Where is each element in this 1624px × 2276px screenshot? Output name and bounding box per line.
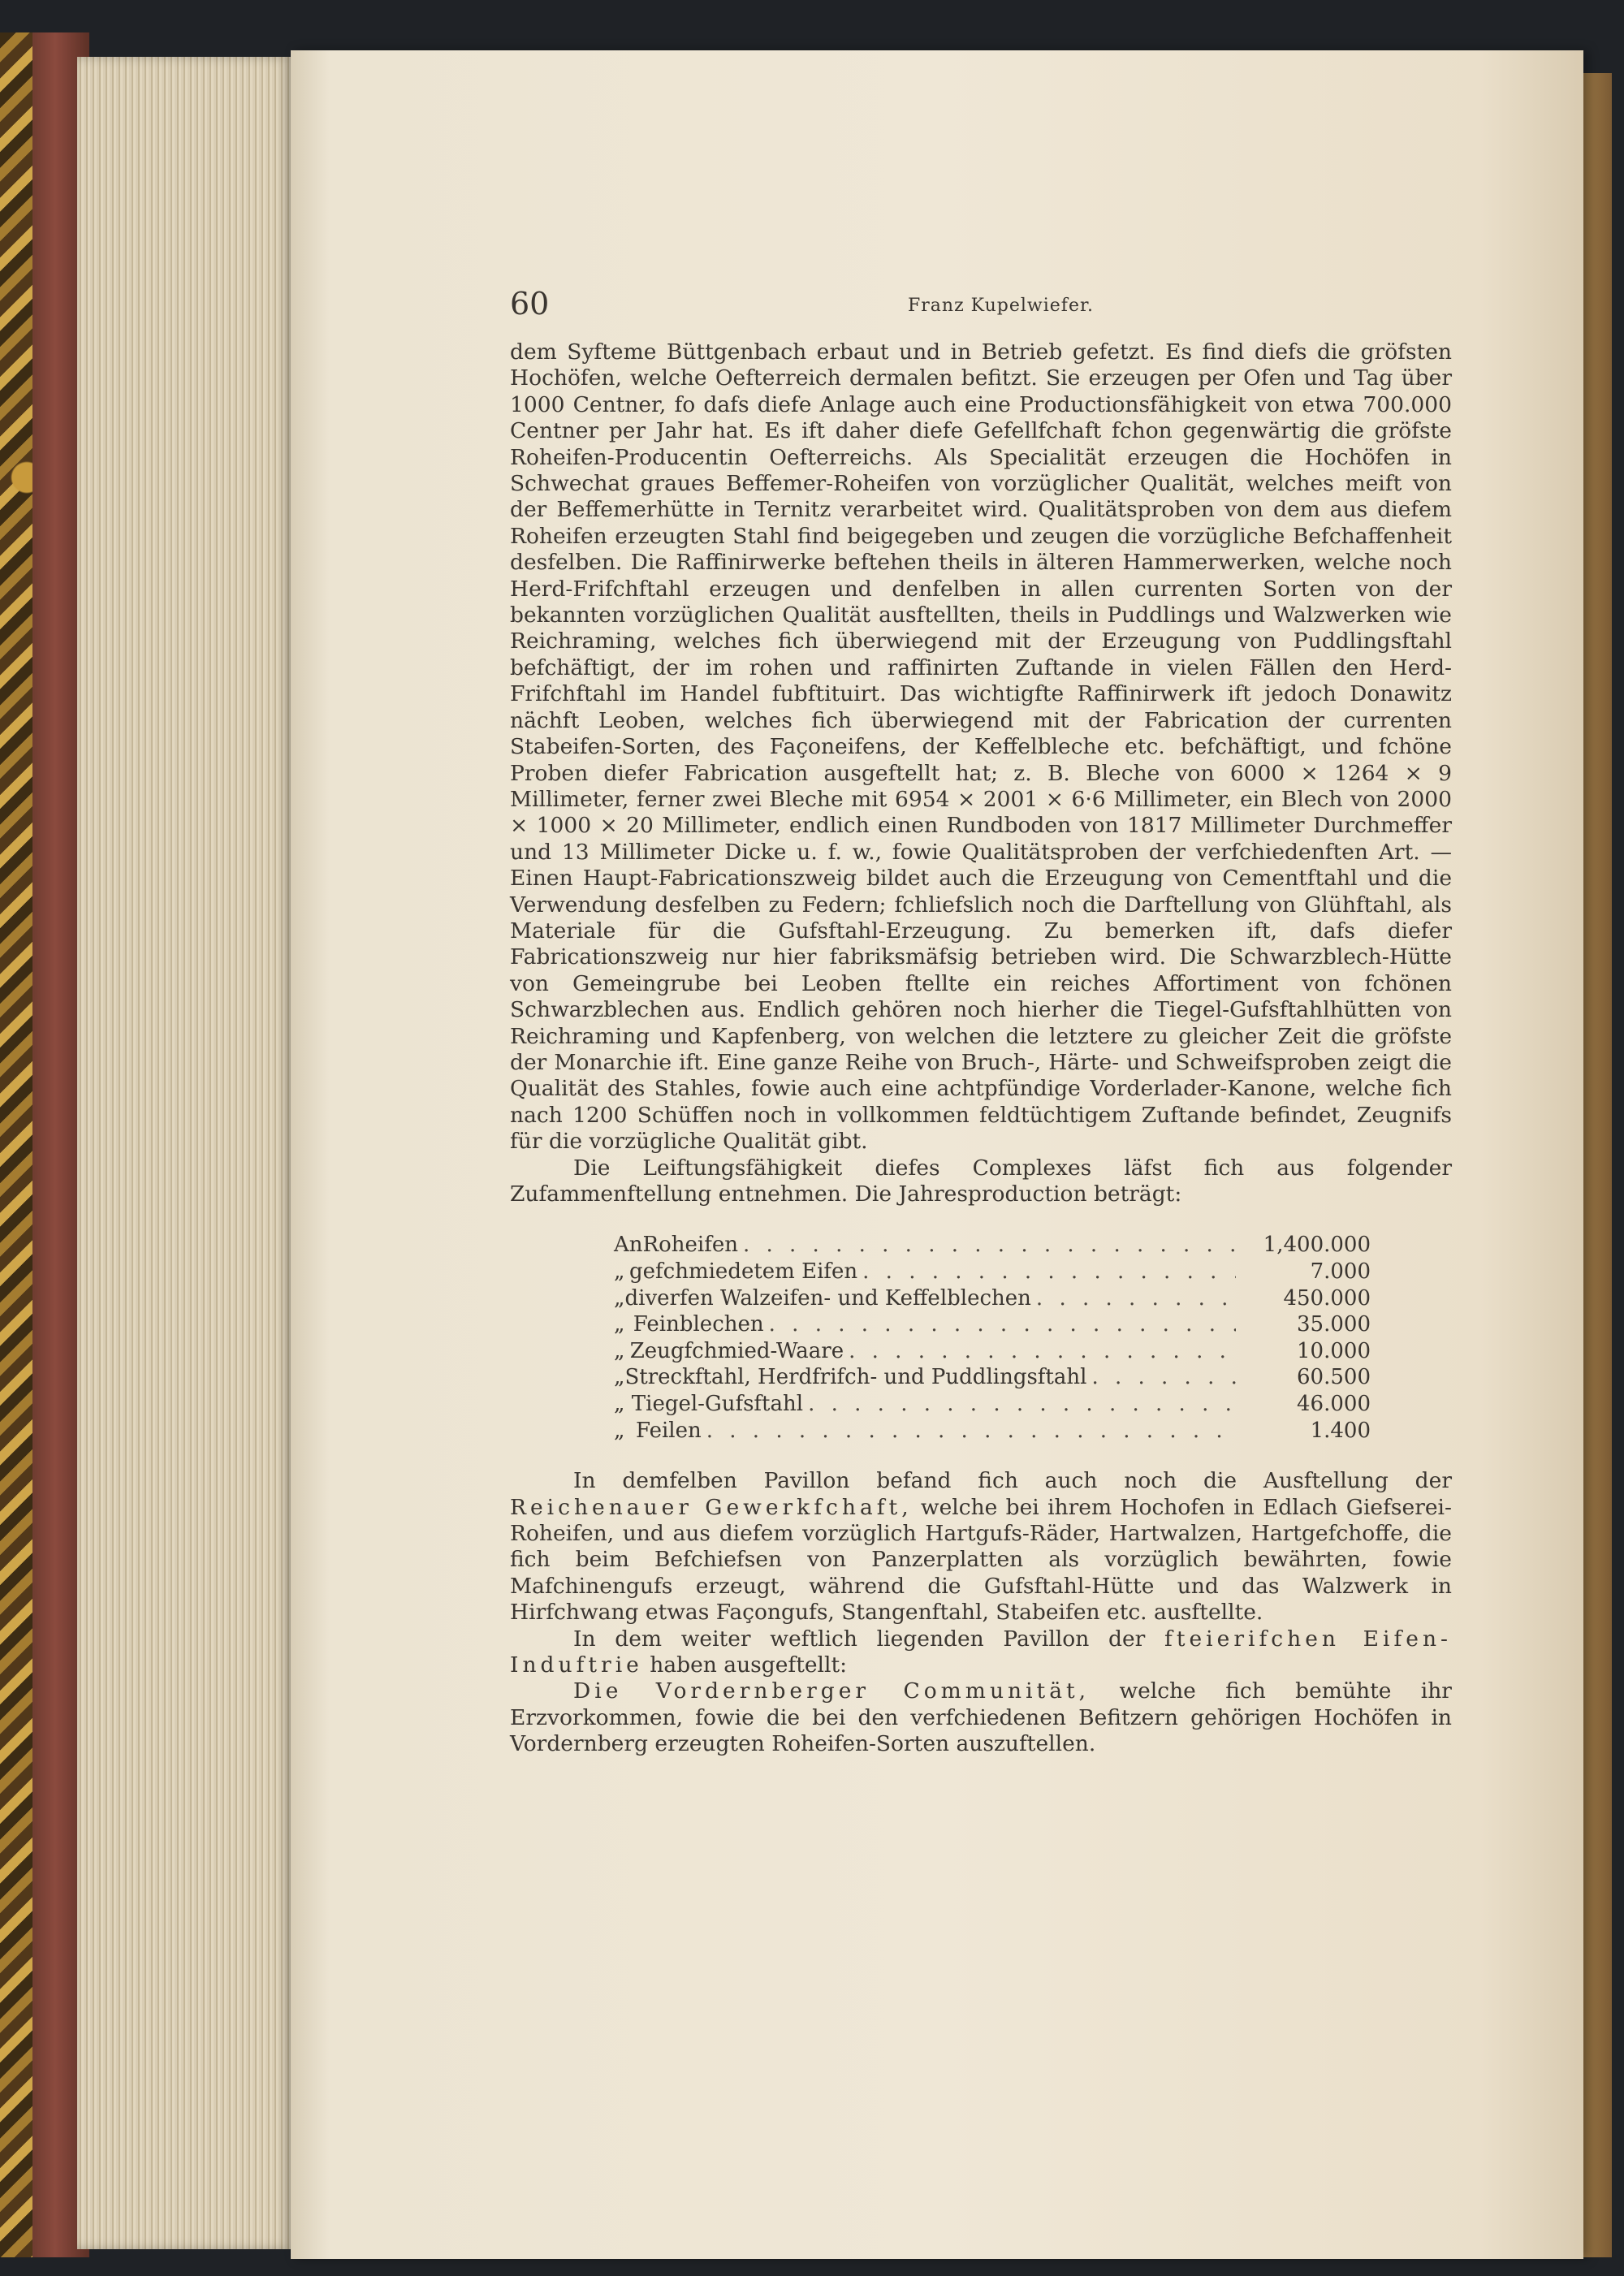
row-value: 46.000 (1297, 1391, 1371, 1416)
table-row (614, 1418, 1371, 1445)
row-label: gefchmiedetem Eifen (629, 1259, 858, 1284)
row-prefix: „ (614, 1418, 625, 1443)
leader-dots (706, 1418, 1236, 1445)
steierische-eisen-industrie: fteierifchen Eifen-Induftrie (510, 1626, 1452, 1678)
row-label: Tiegel-Gufsftahl (631, 1391, 804, 1416)
leader-dots (743, 1232, 1236, 1259)
row-value: 7.000 (1310, 1259, 1371, 1284)
leader-dots (808, 1391, 1236, 1418)
row-prefix: „ (614, 1259, 625, 1284)
table-row (614, 1338, 1371, 1365)
row-prefix: „ (614, 1365, 625, 1390)
row-label: diverfen Walzeifen- und Keffelblechen (624, 1285, 1031, 1311)
paragraph-3-rest: welche bei ihrem Hochofen in Edlach Giefserei-Roheifen, und aus diefem vorzüglich Hartgufs-Räder, Hartwalzen, Hartgefchoffe, die fich beim Befchiefsen von Panzerplatten als vorzüglich bewährten, fowie Mafchinengufs erzeugt, während die Gufsftahl-Hütte und das Walzwerk in Hirfchwang etwas Façongufs, Stangenftahl, Stabeifen etc. ausftellte. (510, 1494, 1452, 1626)
paragraph-1: dem Syfteme Büttgenbach erbaut und in Betrieb gefetzt. Es find diefs die gröfsten Hochöfen, welche Oefterreich dermalen befitzt. Sie erzeugen per Ofen und Tag über 1000 Centner, fo dafs diefe Anlage auch eine Productionsfähigkeit von etwa 700.000 Centner per Jahr hat. Es ift daher diefe Gefellfchaft fchon gegenwärtig die gröfste Roheifen-Producentin Oefterreichs. Als Specialität erzeugen die Hochöfen in Schwechat graues Beffemer-Roheifen von vorzüglicher Qualität, welches meift von der Beffemerhütte in Ternitz verarbeitet wird. Qualitätsproben von dem aus diefem Roheifen erzeugten Stahl find beigegeben und zeugen die vorzügliche Befchaffenheit desfelben. Die Raffinirwerke beftehen theils in älteren Hammerwerken, welche noch Herd-Frifchftahl erzeugen und denfelben in allen currenten Sorten von der bekannten vorzüglichen Qualität ausftellten, theils in Puddlings und Walzwerken wie Reichraming, welches fich überwiegend mit der Erzeugung von Puddlingsftahl befchäftigt, der im rohen und raffinirten Zuftande in vielen Fällen den Herd-Frifchftahl im Handel fubftituirt. Das wichtigfte Raffinirwerk ift jedoch Donawitz nächft Leoben, welches fich überwiegend mit der Fabrication der currenten Stabeifen-Sorten, des Façoneifens, der Keffelbleche etc. befchäftigt, und fchöne Proben diefer Fabrication ausgeftellt hat; z. B. Bleche von 6000 × 1264 × 9 Millimeter, ferner zwei Bleche mit 6954 × 2001 × 6·6 Millimeter, ein Blech von 2000 × 1000 × 20 Millimeter, endlich einen Rundboden von 1817 Millimeter Durchmeffer und 13 Millimeter Dicke u. f. w., fowie Qualitätsproben der verfchiedenften Art. — Einen Haupt-Fabricationszweig bildet auch die Erzeugung von Cementftahl und die Verwendung desfelben zu Federn; fchliefslich noch die Darftellung von Glühftahl, als Materiale für die Gufsftahl-Erzeugung. Zu bemerken ift, dafs diefer Fabricationszweig nur hier fabriksmäfsig betrieben wird. Die Schwarzblech-Hütte von Gemeingrube bei Leoben ftellte ein reiches Affortiment von fchönen Schwarzblechen aus. Endlich gehören noch hierher die Tiegel-Gufsftahlhütten von Reichraming und Kapfenberg, von welchen die letztere zu gleicher Zeit die gröfste der Monarchie ift. Eine ganze Reihe von Bruch-, Härte- und Schweifsproben zeigt die Qualität des Stahles, fowie auch eine achtpfündige Vorderlader-Kanone, welche fich nach 1200 Schüffen noch in vollkommen feldtüchtigem Zuftande befindet, Zeugnifs für die vorzügliche Qualität gibt. (510, 339, 1452, 1155)
body-text (510, 339, 1452, 1758)
row-label: Zeugfchmied-Waare (629, 1338, 844, 1363)
production-table (614, 1232, 1371, 1444)
reichenauer-gewerkschaft: Reichenauer Gewerkfchaft, (510, 1494, 913, 1520)
paragraph-5-rest: welche fich bemühte ihr Erzvorkommen, fowie die bei den verfchiedenen Befitzern gehörigen Hochöfen in Vordernberg erzeugten Roheifen-Sorten auszuftellen. (510, 1678, 1452, 1757)
row-prefix: „ (614, 1285, 625, 1311)
leader-dots (1036, 1285, 1236, 1312)
page-header (510, 286, 1452, 326)
row-value: 10.000 (1297, 1338, 1371, 1363)
leader-dots (1091, 1364, 1236, 1391)
paragraph-2: Die Leiftungsfähigkeit diefes Complexes läfst fich aus folgender Zufammenftellung entnehmen. Die Jahresproduction beträgt: (510, 1155, 1452, 1207)
row-label: Roheifen (642, 1233, 738, 1258)
leader-dots (769, 1311, 1236, 1338)
table-row (614, 1391, 1371, 1418)
paragraph-3 (510, 1468, 1452, 1626)
row-value: 60.500 (1297, 1365, 1371, 1390)
vordernberger-communitaet: Die Vordernberger Communität, (573, 1678, 1091, 1704)
row-prefix: „ (614, 1338, 625, 1363)
paragraph-4-rest: haben ausgeftellt: (650, 1652, 848, 1678)
paragraph-4 (510, 1626, 1452, 1679)
row-value: 35.000 (1297, 1312, 1371, 1337)
table-row (614, 1311, 1371, 1338)
paragraph-4-start: In dem weiter weftlich liegenden Pavillon der (573, 1626, 1146, 1652)
running-head: Franz Kupelwiefer. (908, 296, 1095, 316)
row-label: Feilen (635, 1418, 702, 1443)
row-label: Feinblechen (633, 1312, 764, 1337)
right-page-edge (1579, 73, 1612, 2257)
table-row (614, 1285, 1371, 1312)
table-row (614, 1232, 1371, 1259)
row-prefix: An (614, 1233, 643, 1258)
leader-dots (849, 1338, 1236, 1365)
row-value: 1.400 (1310, 1418, 1371, 1443)
row-label: Streckftahl, Herdfrifch- und Puddlingsftahl (624, 1365, 1087, 1390)
row-prefix: „ (614, 1312, 625, 1337)
row-value: 450.000 (1283, 1285, 1371, 1311)
row-prefix: „ (614, 1391, 625, 1416)
page-number: 60 (510, 286, 550, 322)
table-row (614, 1364, 1371, 1391)
page-edge-stack (77, 57, 292, 2249)
table-row (614, 1259, 1371, 1285)
paragraph-3-start: In demfelben Pavillon befand fich auch noch die Ausftellung der (573, 1468, 1452, 1494)
leader-dots (862, 1259, 1236, 1285)
row-value: 1,400.000 (1263, 1233, 1371, 1258)
paragraph-5 (510, 1678, 1452, 1757)
